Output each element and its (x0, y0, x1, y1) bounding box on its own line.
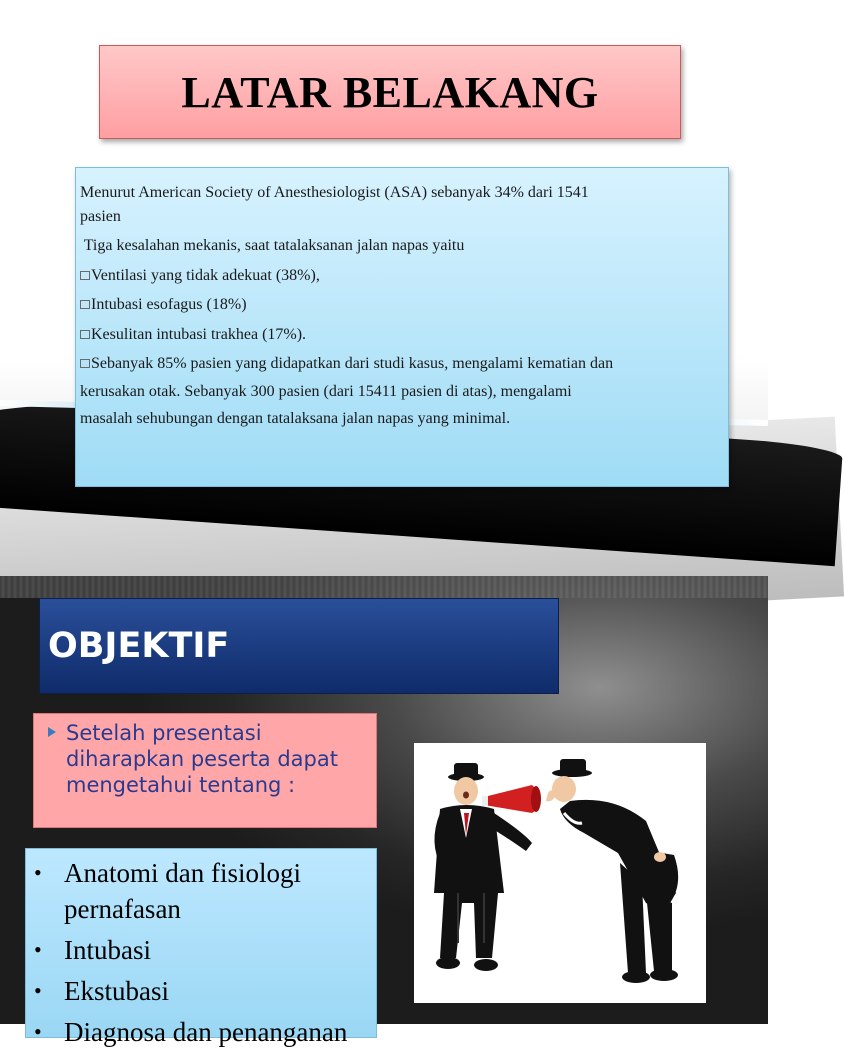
square-bullet-icon (80, 300, 90, 309)
content-line: Kesulitan intubasi trakhea (17%). (80, 320, 720, 350)
content-line: masalah sehubungan dengan tatalaksana jalan napas yang minimal. (80, 410, 511, 427)
intro-box (33, 713, 377, 828)
content-line: Sebanyak 85% pasien yang didapatkan dari studi kasus, mengalami kematian dan (80, 349, 720, 379)
slide1-title: LATAR BELAKANG (181, 67, 599, 117)
bullet-icon: • (34, 937, 42, 962)
slide2-top-edge (0, 576, 768, 598)
triangle-bullet-icon (48, 727, 56, 737)
content-line: Intubasi esofagus (18%) (80, 290, 720, 320)
bullet-icon: • (34, 860, 42, 885)
content-line: pasien (80, 207, 121, 225)
square-bullet-icon (80, 271, 90, 280)
two-men-megaphone-icon (414, 743, 706, 1003)
slide2-title: OBJEKTIF (48, 626, 230, 666)
list-item: • Ekstubasi (34, 973, 366, 1009)
slide1-title-box (99, 45, 681, 139)
list-item: • Diagnosa dan penanganan (34, 1014, 366, 1050)
bullet-icon: • (34, 1019, 42, 1044)
list-item: • Anatomi dan fisiologi pernafasan (34, 855, 366, 927)
content-line: Menurut American Society of Anesthesiologist (ASA) sebanyak 34% dari 1541 (80, 184, 589, 201)
megaphone-illustration (414, 743, 706, 1003)
square-bullet-icon (80, 359, 90, 368)
content-line: kerusakan otak. Sebanyak 300 pasien (dari 15411 pasien di atas), mengalami (80, 382, 572, 400)
topics-list (25, 848, 377, 1047)
slide-latar-belakang (0, 0, 768, 576)
square-bullet-icon (80, 330, 90, 339)
bullet-icon: • (34, 978, 42, 1003)
list-item: • Intubasi (34, 932, 366, 968)
slide-objektif (0, 576, 768, 1047)
content-line: Ventilasi yang tidak adekuat (38%), (80, 261, 720, 291)
slide1-content-box (75, 167, 729, 487)
slide2-title-box (39, 598, 559, 694)
content-line: Tiga kesalahan mekanis, saat tatalaksanan jalan napas yaitu (80, 237, 465, 254)
intro-text: Setelah presentasi diharapkan peserta dapat mengetahui tentang : (66, 721, 338, 797)
